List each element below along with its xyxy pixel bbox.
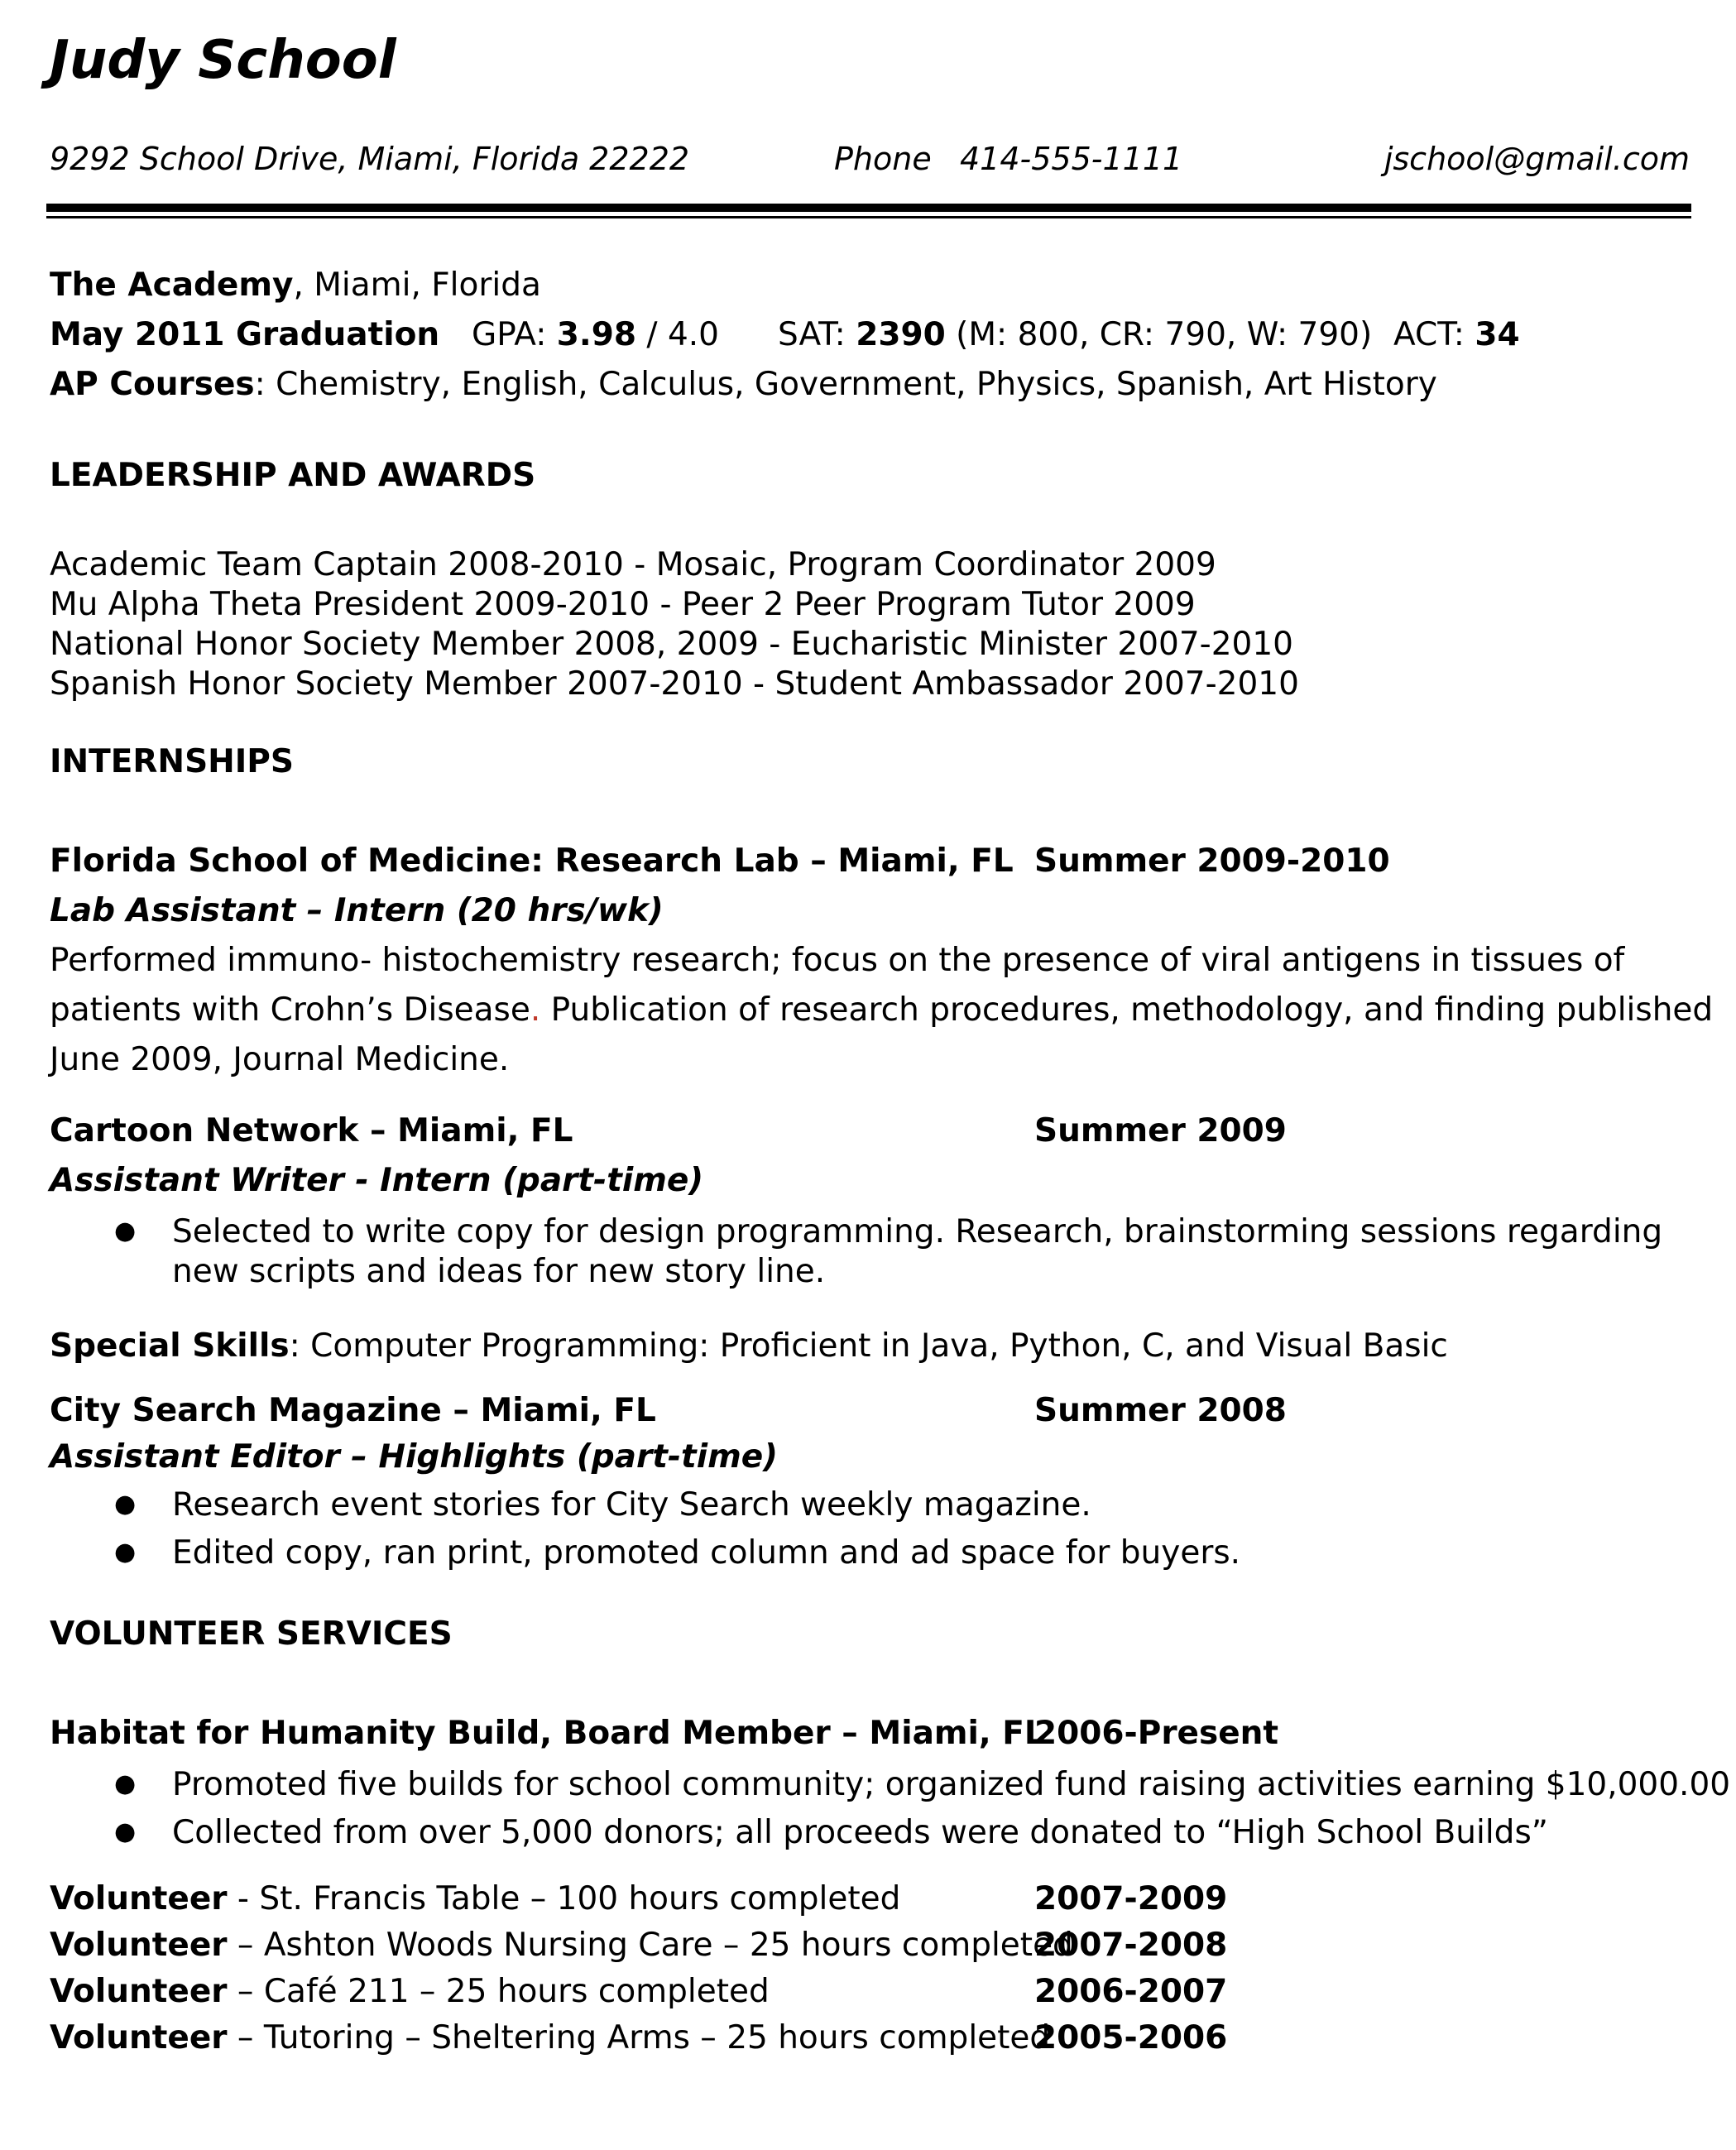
leadership-item: Mu Alpha Theta President 2009-2010 - Peer 2 Peer Program Tutor 2009 xyxy=(50,586,1196,623)
job-dates: Summer 2009-2010 xyxy=(1034,842,1390,880)
volunteer-org: Habitat for Humanity Build, Board Member – Miami, FL xyxy=(50,1715,1045,1752)
job-role: Assistant Writer - Intern (part-time) xyxy=(50,1162,704,1199)
volunteer-entry: Volunteer – Tutoring – Sheltering Arms – 25 hours completed xyxy=(50,2019,1051,2056)
special-skills-label: Special Skills xyxy=(50,1327,290,1365)
ap-courses-label: AP Courses xyxy=(50,366,255,403)
job-org: Florida School of Medicine: Research Lab – Miami, FL xyxy=(50,842,1014,880)
gpa-value: 3.98 xyxy=(556,316,637,353)
graduation-date: May 2011 Graduation xyxy=(50,316,440,353)
bullet-icon: ● xyxy=(114,1490,137,1519)
leadership-item: National Honor Society Member 2008, 2009 - Eucharistic Minister 2007-2010 xyxy=(50,626,1293,663)
section-heading-leadership: LEADERSHIP AND AWARDS xyxy=(50,457,536,494)
section-heading-internships: INTERNSHIPS xyxy=(50,743,294,780)
job-bullet: Research event stories for City Search weekly magazine. xyxy=(172,1486,1091,1524)
job-description: patients with Crohn’s Disease. Publication of research procedures, methodology, and finding published xyxy=(50,991,1714,1029)
sat: SAT: 2390 (M: 800, CR: 790, W: 790) xyxy=(778,316,1373,353)
section-heading-volunteer: VOLUNTEER SERVICES xyxy=(50,1615,453,1653)
phone-label: Phone xyxy=(834,141,932,177)
bullet-icon: ● xyxy=(114,1538,137,1567)
volunteer-bullet: Promoted five builds for school community; organized fund raising activities earning $10,000.00 xyxy=(172,1766,1731,1803)
job-org: Cartoon Network – Miami, FL xyxy=(50,1112,573,1149)
volunteer-entry-dates: 2006-2007 xyxy=(1034,1973,1228,2010)
volunteer-entry: Volunteer – Ashton Woods Nursing Care – 25 hours completed xyxy=(50,1927,1073,1964)
job-description: Performed immuno- histochemistry research; focus on the presence of viral antigens in tissues of xyxy=(50,942,1625,979)
header-divider-thick xyxy=(46,204,1691,212)
email-address: jschool@gmail.com xyxy=(1384,141,1690,177)
special-skills-text: : Computer Programming: Proficient in Java, Python, C, and Visual Basic xyxy=(289,1327,1448,1365)
header-divider-thin xyxy=(46,216,1691,218)
ap-courses xyxy=(50,366,1437,403)
job-bullet: Selected to write copy for design programming. Research, brainstorming sessions regarding xyxy=(172,1213,1663,1250)
resume-name: Judy School xyxy=(50,30,396,91)
volunteer-entry: Volunteer – Café 211 – 25 hours completed xyxy=(50,1973,770,2010)
education-school xyxy=(50,266,541,304)
bullet-icon: ● xyxy=(114,1817,137,1846)
special-skills xyxy=(50,1327,1448,1365)
volunteer-bullet: Collected from over 5,000 donors; all proceeds were donated to “High School Builds” xyxy=(172,1814,1548,1851)
job-bullet-continued: new scripts and ideas for new story line. xyxy=(172,1253,826,1290)
sat-value: 2390 xyxy=(856,316,946,353)
leadership-item: Academic Team Captain 2008-2010 - Mosaic, Program Coordinator 2009 xyxy=(50,546,1216,583)
job-role: Lab Assistant – Intern (20 hrs/wk) xyxy=(50,892,664,929)
job-bullet: Edited copy, ran print, promoted column and ad space for buyers. xyxy=(172,1534,1241,1572)
volunteer-entry-dates: 2007-2008 xyxy=(1034,1927,1228,1964)
bullet-icon: ● xyxy=(114,1217,137,1245)
ap-courses-list: : Chemistry, English, Calculus, Government, Physics, Spanish, Art History xyxy=(254,366,1437,403)
school-name: The Academy xyxy=(50,266,294,304)
job-dates: Summer 2009 xyxy=(1034,1112,1287,1149)
bullet-icon: ● xyxy=(114,1769,137,1798)
phone-number: 414-555-1111 xyxy=(960,141,1183,177)
volunteer-dates: 2006-Present xyxy=(1034,1715,1279,1752)
school-location: , Miami, Florida xyxy=(293,266,541,304)
volunteer-entry-dates: 2005-2006 xyxy=(1034,2019,1228,2056)
job-org: City Search Magazine – Miami, FL xyxy=(50,1392,656,1429)
job-description: June 2009, Journal Medicine. xyxy=(50,1041,510,1078)
leadership-item: Spanish Honor Society Member 2007-2010 - Student Ambassador 2007-2010 xyxy=(50,665,1299,703)
act-value: 34 xyxy=(1475,316,1520,353)
job-role: Assistant Editor – Highlights (part-time) xyxy=(50,1438,778,1476)
gpa: GPA: 3.98 / 4.0 xyxy=(472,316,719,353)
address: 9292 School Drive, Miami, Florida 22222 xyxy=(50,141,690,177)
volunteer-entry: Volunteer - St. Francis Table – 100 hours completed xyxy=(50,1880,901,1917)
act: ACT: 34 xyxy=(1393,316,1520,353)
volunteer-entry-dates: 2007-2009 xyxy=(1034,1880,1228,1917)
job-dates: Summer 2008 xyxy=(1034,1392,1287,1429)
